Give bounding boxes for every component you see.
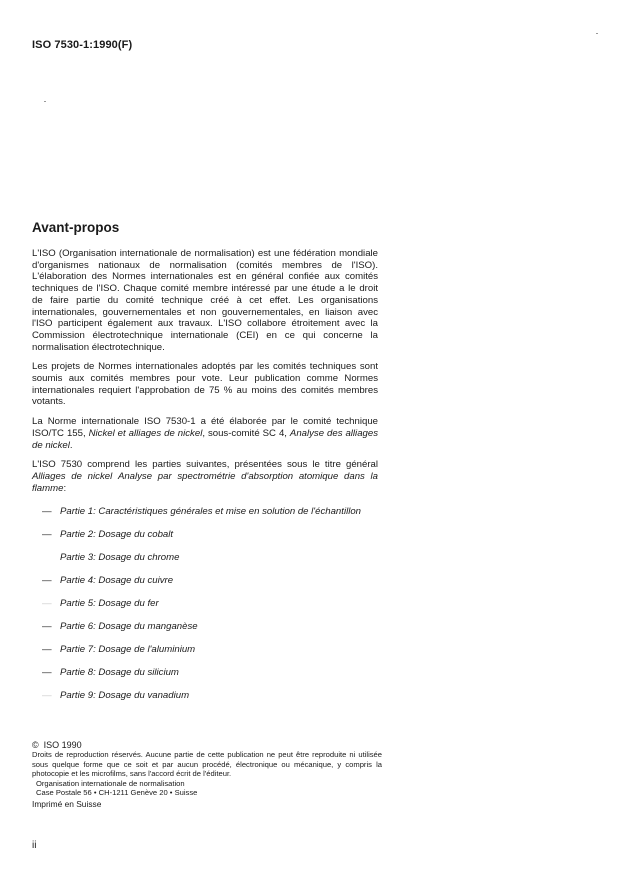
organisation-address: Case Postale 56 • CH-1211 Genève 20 • Suisse [36, 788, 198, 798]
copyright-owner-year: ISO 1990 [43, 740, 82, 750]
section-title: Avant-propos [32, 220, 120, 235]
scan-speck [596, 33, 598, 34]
list-item [32, 506, 378, 518]
organisation-name: Organisation internationale de normalisation [36, 778, 185, 788]
page-number: ii [32, 840, 37, 851]
list-item [32, 621, 378, 633]
parts-list [32, 506, 378, 702]
list-item [32, 598, 378, 610]
list-dash: — [42, 598, 52, 610]
list-dash: — [42, 575, 52, 587]
paragraph-iso-intro: L'ISO (Organisation internationale de normalisation) est une fédération mondiale d'organismes nationaux de normalisation (comités membres de l'ISO). L'élaboration des Normes internationales est en général confiée aux comités techniques de l'ISO. Chaque comité membre intéressé par une étude a le droit de faire partie du comité technique créé à cet effet. Les organisations internationales, gouvernementales et non gouvernementales, en liaison avec l'ISO participent également aux travaux. L'ISO collabore étroitement avec la Commission électrotechnique internationale (CEI) en ce qui concerne la normalisation électrotechnique. [32, 248, 378, 353]
list-item-text: Partie 2: Dosage du cobalt [60, 529, 174, 541]
copyright-symbol: © [32, 740, 39, 750]
list-item-text: Partie 8: Dosage du silicium [60, 667, 179, 679]
text-run: L'ISO 7530 comprend les parties suivantes, présentées sous le titre général [32, 459, 378, 471]
text-run: : [63, 482, 67, 494]
copyright-line [32, 741, 382, 750]
copyright-notice: Droits de reproduction réservés. Aucune partie de cette publication ne peut être reproduite ni utilisée sous quelque forme que ce soit et par aucun procédé, électronique ou mécanique, y compris la photocopie et les microfilms, sans l'accord écrit de l'éditeur. [32, 750, 382, 779]
foreword-body [32, 248, 378, 713]
list-item [32, 552, 378, 564]
list-item [32, 667, 378, 679]
list-item-text: Partie 5: Dosage du fer [60, 598, 159, 610]
list-dash: — [42, 529, 52, 541]
list-item-text: Partie 9: Dosage du vanadium [60, 690, 190, 702]
paragraph-draft-voting: Les projets de Normes internationales adoptés par les comités techniques sont soumis aux comités membres pour vote. Leur publication comme Normes internationales requiert l'approbation de 75 % au moins des comités membres votants. [32, 361, 378, 408]
text-run-italic: Alliages de nickel [32, 470, 113, 482]
paragraph-parts-intro [32, 459, 378, 494]
list-dash: — [42, 506, 52, 518]
list-item-text: Partie 7: Dosage de l'aluminium [60, 644, 196, 656]
text-run-italic: Nickel et alliages de nickel [88, 427, 203, 439]
list-dash: — [42, 667, 52, 679]
text-run-italic: Analyse par spectrométrie d'absorption atomique dans la flamme [32, 470, 378, 494]
list-dash: — [42, 644, 52, 656]
text-run: . [69, 439, 73, 451]
printed-in: Imprimé en Suisse [32, 799, 102, 810]
list-dash: — [42, 690, 52, 702]
standard-code: ISO 7530-1:1990(F) [32, 39, 133, 51]
list-item [32, 575, 378, 587]
list-item [32, 644, 378, 656]
list-item-text: Partie 3: Dosage du chrome [60, 552, 180, 564]
text-run: La Norme internationale ISO 7530-1 a été élaborée par le comité technique ISO/TC 155, [32, 416, 378, 439]
text-run-italic: Analyse des alliages de nickel [32, 427, 378, 451]
list-item-text: Partie 6: Dosage du manganèse [60, 621, 198, 633]
list-dash: — [42, 621, 52, 633]
paragraph-committee [32, 416, 378, 451]
list-item-text: Partie 1: Caractéristiques générales et mise en solution de l'échantillon [60, 506, 362, 518]
text-run: , sous-comité SC 4, [202, 427, 290, 439]
copyright-block [32, 741, 382, 810]
list-item [32, 690, 378, 702]
scan-speck [44, 101, 46, 102]
list-item-text: Partie 4: Dosage du cuivre [60, 575, 174, 587]
list-item [32, 529, 378, 541]
